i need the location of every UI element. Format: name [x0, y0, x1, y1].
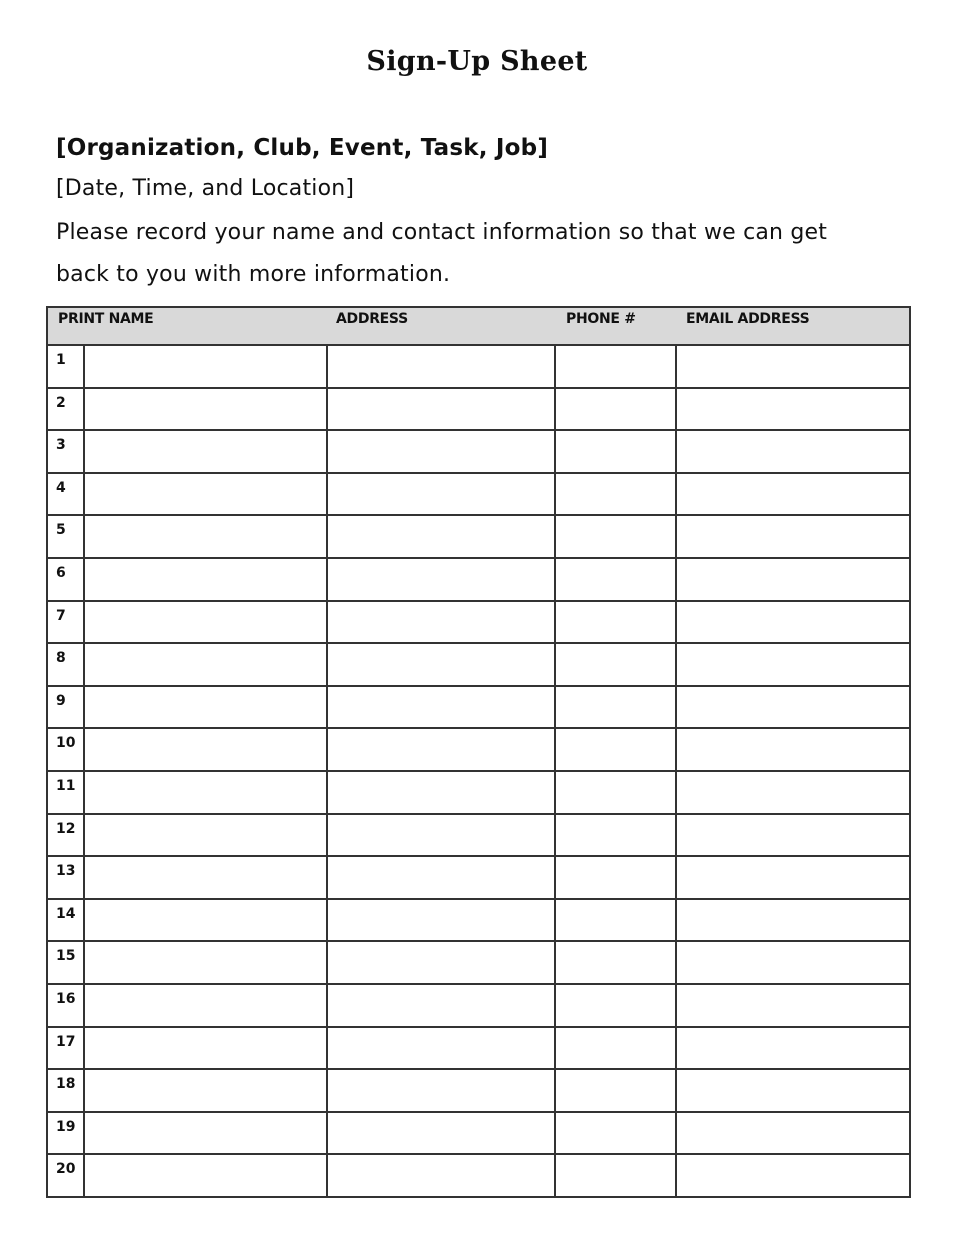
name-cell[interactable]	[84, 728, 327, 771]
row-number: 13	[47, 856, 84, 899]
phone-cell[interactable]	[555, 771, 676, 814]
name-cell[interactable]	[84, 771, 327, 814]
name-cell[interactable]	[84, 1154, 327, 1197]
name-cell[interactable]	[84, 856, 327, 899]
row-number: 7	[47, 601, 84, 644]
table-row	[47, 856, 910, 899]
table-row	[47, 345, 910, 388]
row-number: 16	[47, 984, 84, 1027]
name-cell[interactable]	[84, 473, 327, 516]
name-cell[interactable]	[84, 1069, 327, 1112]
email-cell[interactable]	[676, 899, 910, 942]
row-number: 14	[47, 899, 84, 942]
table-row	[47, 814, 910, 857]
address-cell[interactable]	[327, 899, 555, 942]
email-cell[interactable]	[676, 558, 910, 601]
table-row	[47, 686, 910, 729]
row-number: 18	[47, 1069, 84, 1112]
name-cell[interactable]	[84, 1027, 327, 1070]
address-cell[interactable]	[327, 430, 555, 473]
table-row	[47, 473, 910, 516]
row-number: 3	[47, 430, 84, 473]
phone-cell[interactable]	[555, 899, 676, 942]
row-number: 15	[47, 941, 84, 984]
table-row	[47, 1069, 910, 1112]
row-number: 8	[47, 643, 84, 686]
phone-cell[interactable]	[555, 345, 676, 388]
email-cell[interactable]	[676, 515, 910, 558]
name-cell[interactable]	[84, 515, 327, 558]
row-number: 1	[47, 345, 84, 388]
table-row	[47, 515, 910, 558]
email-cell[interactable]	[676, 984, 910, 1027]
name-cell[interactable]	[84, 643, 327, 686]
phone-cell[interactable]	[555, 558, 676, 601]
table-row	[47, 388, 910, 431]
phone-cell[interactable]	[555, 601, 676, 644]
email-cell[interactable]	[676, 941, 910, 984]
table-row	[47, 899, 910, 942]
column-header-email: EMAIL ADDRESS	[676, 307, 910, 345]
table-row	[47, 1112, 910, 1155]
row-number: 20	[47, 1154, 84, 1197]
name-cell[interactable]	[84, 1112, 327, 1155]
address-cell[interactable]	[327, 1069, 555, 1112]
phone-cell[interactable]	[555, 1112, 676, 1155]
address-cell[interactable]	[327, 473, 555, 516]
phone-cell[interactable]	[555, 430, 676, 473]
email-cell[interactable]	[676, 473, 910, 516]
address-cell[interactable]	[327, 601, 555, 644]
email-cell[interactable]	[676, 345, 910, 388]
phone-cell[interactable]	[555, 515, 676, 558]
table-row	[47, 1154, 910, 1197]
address-cell[interactable]	[327, 984, 555, 1027]
table-row	[47, 643, 910, 686]
table-row	[47, 1027, 910, 1070]
email-cell[interactable]	[676, 1027, 910, 1070]
phone-cell[interactable]	[555, 1069, 676, 1112]
table-row	[47, 728, 910, 771]
organization-placeholder: [Organization, Club, Event, Task, Job]	[56, 135, 549, 161]
column-header-phone: PHONE #	[555, 307, 676, 345]
email-cell[interactable]	[676, 601, 910, 644]
table-row	[47, 558, 910, 601]
name-cell[interactable]	[84, 388, 327, 431]
table-row	[47, 601, 910, 644]
address-cell[interactable]	[327, 643, 555, 686]
email-cell[interactable]	[676, 430, 910, 473]
address-cell[interactable]	[327, 515, 555, 558]
phone-cell[interactable]	[555, 1027, 676, 1070]
address-cell[interactable]	[327, 1027, 555, 1070]
phone-cell[interactable]	[555, 941, 676, 984]
row-number: 12	[47, 814, 84, 857]
address-cell[interactable]	[327, 388, 555, 431]
instructions-line-1: Please record your name and contact information so that we can get	[56, 220, 828, 245]
address-cell[interactable]	[327, 856, 555, 899]
phone-cell[interactable]	[555, 728, 676, 771]
address-cell[interactable]	[327, 1112, 555, 1155]
phone-cell[interactable]	[555, 1154, 676, 1197]
address-cell[interactable]	[327, 771, 555, 814]
address-cell[interactable]	[327, 1154, 555, 1197]
row-number: 19	[47, 1112, 84, 1155]
instructions-line-2: back to you with more information.	[56, 262, 451, 287]
column-header-address: ADDRESS	[327, 307, 555, 345]
email-cell[interactable]	[676, 728, 910, 771]
column-header-print-name: PRINT NAME	[47, 307, 327, 345]
email-cell[interactable]	[676, 771, 910, 814]
phone-cell[interactable]	[555, 473, 676, 516]
phone-cell[interactable]	[555, 388, 676, 431]
table-header-row	[47, 307, 910, 345]
phone-cell[interactable]	[555, 856, 676, 899]
address-cell[interactable]	[327, 558, 555, 601]
row-number: 10	[47, 728, 84, 771]
table-row	[47, 984, 910, 1027]
name-cell[interactable]	[84, 430, 327, 473]
phone-cell[interactable]	[555, 686, 676, 729]
email-cell[interactable]	[676, 1154, 910, 1197]
row-number: 9	[47, 686, 84, 729]
phone-cell[interactable]	[555, 814, 676, 857]
name-cell[interactable]	[84, 814, 327, 857]
page-title: Sign-Up Sheet	[366, 46, 588, 77]
row-number: 6	[47, 558, 84, 601]
email-cell[interactable]	[676, 388, 910, 431]
name-cell[interactable]	[84, 686, 327, 729]
name-cell[interactable]	[84, 601, 327, 644]
name-cell[interactable]	[84, 558, 327, 601]
row-number: 4	[47, 473, 84, 516]
email-cell[interactable]	[676, 856, 910, 899]
email-cell[interactable]	[676, 814, 910, 857]
phone-cell[interactable]	[555, 643, 676, 686]
row-number: 17	[47, 1027, 84, 1070]
name-cell[interactable]	[84, 941, 327, 984]
phone-cell[interactable]	[555, 984, 676, 1027]
email-cell[interactable]	[676, 1112, 910, 1155]
address-cell[interactable]	[327, 686, 555, 729]
signup-table	[46, 306, 911, 1198]
row-number: 5	[47, 515, 84, 558]
address-cell[interactable]	[327, 345, 555, 388]
table-row	[47, 941, 910, 984]
email-cell[interactable]	[676, 1069, 910, 1112]
address-cell[interactable]	[327, 941, 555, 984]
table-row	[47, 771, 910, 814]
date-time-location-placeholder: [Date, Time, and Location]	[56, 176, 355, 201]
email-cell[interactable]	[676, 643, 910, 686]
name-cell[interactable]	[84, 899, 327, 942]
row-number: 2	[47, 388, 84, 431]
address-cell[interactable]	[327, 814, 555, 857]
table-row	[47, 430, 910, 473]
name-cell[interactable]	[84, 984, 327, 1027]
email-cell[interactable]	[676, 686, 910, 729]
row-number: 11	[47, 771, 84, 814]
address-cell[interactable]	[327, 728, 555, 771]
name-cell[interactable]	[84, 345, 327, 388]
